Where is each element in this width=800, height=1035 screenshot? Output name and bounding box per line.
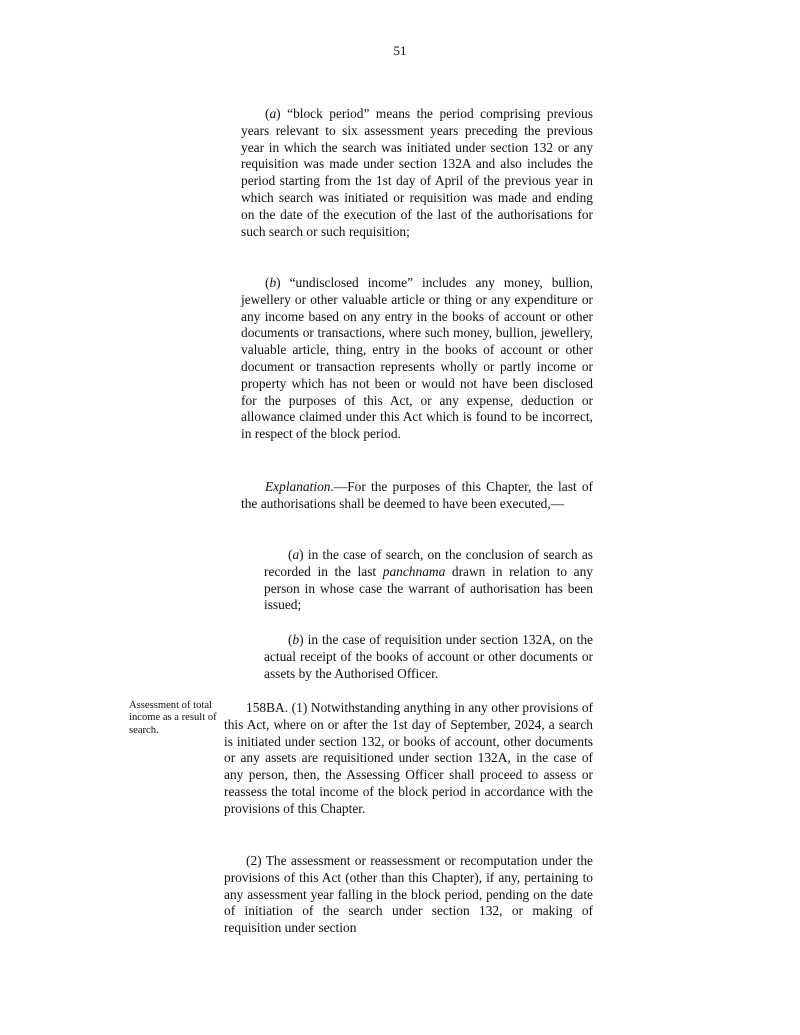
definition-undisclosed-income (241, 275, 593, 443)
close-paren: ) (299, 632, 304, 647)
explanation-text: —For the purposes of this Chapter, the last of the authorisations shall be deemed to have been executed,— (241, 479, 593, 511)
close-paren: ) (276, 275, 281, 290)
clause-text: in the case of requisition under section 132A, on the actual receipt of the books of account or other documents or assets by the Authorised Officer. (264, 632, 593, 681)
explanation-clause-a (264, 547, 593, 614)
clause-label: b (292, 632, 300, 647)
open-paren: ( (288, 547, 293, 562)
close-paren: ) (299, 547, 304, 562)
open-paren: ( (288, 632, 293, 647)
clause-text-before: in the case of search, on the conclusion of search as recorded in the last (264, 547, 593, 579)
definition-text: “block period” means the period comprising previous years relevant to six assessment years preceding the previous year in which the search was initiated under section 132 or any requisition was made under section 132A and also includes the period starting from the 1st day of April of the previous year in which search was initiated or requisition was made and ending on the date of the execution of the last of the authorisations for such search or such requisition; (241, 106, 593, 239)
open-paren: ( (265, 106, 270, 121)
definition-text: “undisclosed income” includes any money, bullion, jewellery or other valuable article or thing or any expenditure or any income based on any entry in the books of account or other documents or transactions, where such money, bullion, jewellery, valuable article, thing, entry in the books of account or other document or transaction represents wholly or partly income or property which has not been or would not have been disclosed for the purposes of this Act, or any expense, deduction or allowance claimed under this Act which is found to be incorrect, in respect of the block period. (241, 275, 593, 442)
open-paren: ( (265, 275, 270, 290)
clause-text-after: drawn in relation to any person in whose case the warrant of authorisation has been issued; (264, 563, 593, 613)
page-number: 51 (393, 43, 407, 58)
section-158ba-subsection-2: (2) The assessment or reassessment or recomputation under the provisions of this Act (other than this Chapter), if any, pertaining to any assessment year falling in the block period, pending on the date of initiation of the search under section 132, or making of requisition under section (224, 853, 593, 936)
explanation-clause-b (264, 632, 593, 682)
definition-block-period (241, 106, 593, 240)
clause-label: a (269, 106, 277, 121)
clause-label: b (269, 275, 277, 290)
explanation-title: Explanation. (265, 479, 334, 494)
explanation (241, 479, 593, 513)
clause-label: a (292, 547, 300, 562)
clause-italic-term: panchnama (382, 563, 446, 579)
close-paren: ) (276, 106, 281, 121)
section-158ba-subsection-1: 158BA. (1) Notwithstanding anything in any other provisions of this Act, where on or after the 1st day of September, 2024, a search is initiated under section 132, or books of account, other documents or any assets are requisitioned under section 132A, in the case of any person, then, the Assessing Officer shall proceed to assess or reassess the total income of the block period in accordance with the provisions of this Chapter. (224, 700, 593, 816)
margin-note: Assessment of total income as a result of search. (129, 700, 217, 736)
